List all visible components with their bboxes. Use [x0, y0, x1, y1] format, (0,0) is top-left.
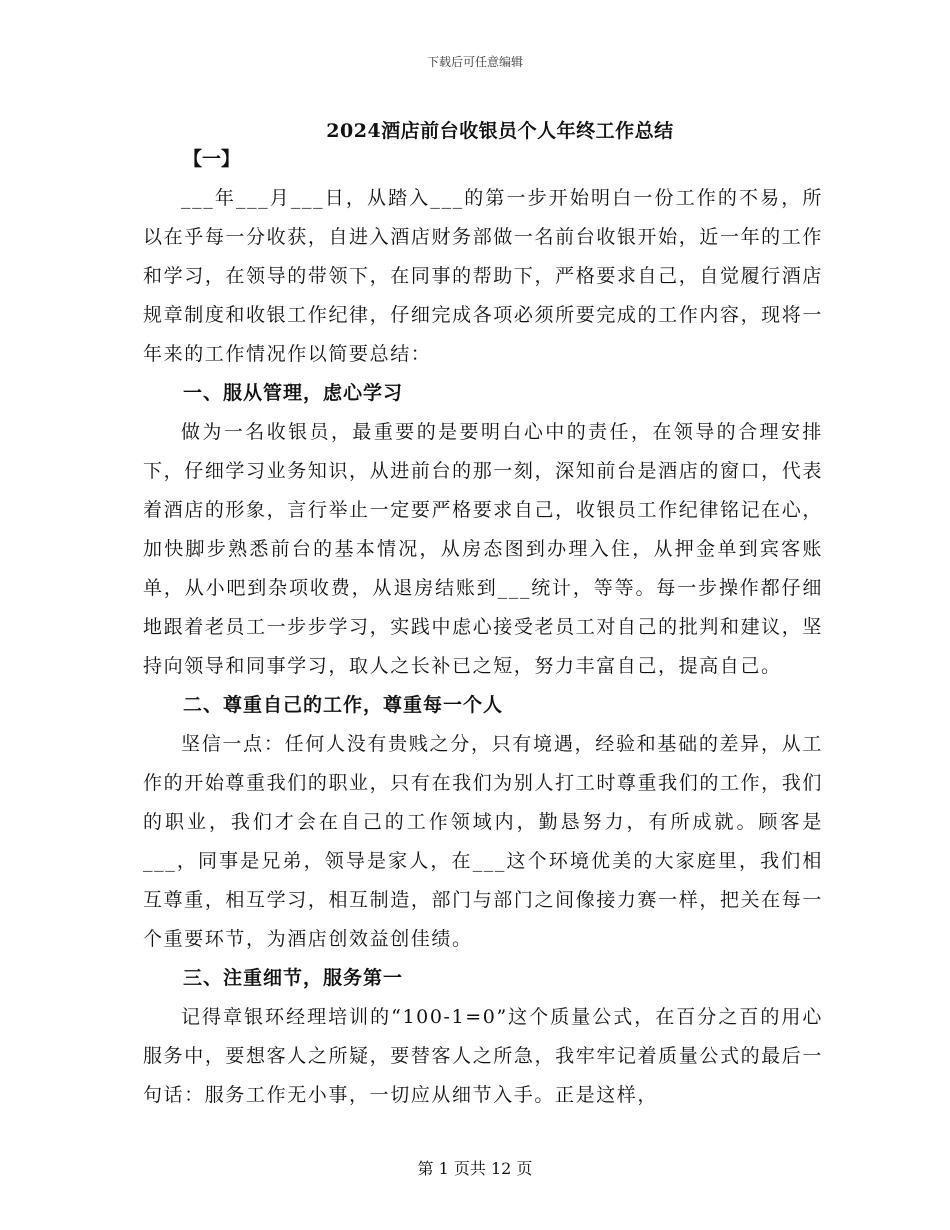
heading-3: 三、注重细节，服务第一	[183, 967, 404, 989]
document-body	[143, 140, 823, 1115]
section-marker: 【一】	[183, 148, 241, 170]
paragraph-intro: ___年___月___日，从踏入___的第一步开始明白一份工作的不易，所以在乎每一分收获，自进入酒店财务部做一名前台收银开始，近一年的工作和学习，在领导的带领下，在同事的帮助下，严格要求自己，自觉履行酒店规章制度和收银工作纪律，仔细完成各项必须所要完成的工作内容，现将一年来的工作情况作以简要总结：	[143, 187, 823, 365]
page-number-footer: 第 1 页共 12 页	[417, 1159, 533, 1178]
header-note: 下载后可任意编辑	[426, 55, 523, 69]
paragraph-1: 做为一名收银员，最重要的是要明白心中的责任，在领导的合理安排下，仔细学习业务知识，从进前台的那一刻，深知前台是酒店的窗口，代表着酒店的形象，言行举止一定要严格要求自己，收银员工作纪律铭记在心，加快脚步熟悉前台的基本情况，从房态图到办理入住，从押金单到宾客账单，从小吧到杂项收费，从退房结账到___统计，等等。每一步操作都仔细地跟着老员工一步步学习，实践中虑心接受老员工对自己的批判和建议，坚持向领导和同事学习，取人之长补已之短，努力丰富自己，提高自己。	[143, 421, 823, 677]
heading-1: 一、服从管理，虑心学习	[183, 382, 404, 404]
document-title: 2024酒店前台收银员个人年终工作总结	[326, 120, 674, 142]
heading-2: 二、尊重自己的工作，尊重每一个人	[183, 694, 504, 716]
paragraph-2: 坚信一点：任何人没有贵贱之分，只有境遇，经验和基础的差异，从工作的开始尊重我们的职业，只有在我们为别人打工时尊重我们的工作，我们的职业，我们才会在自己的工作领域内，勤恳努力，有所成就。顾客是___，同事是兄弟，领导是家人，在___这个环境优美的大家庭里，我们相互尊重，相互学习，相互制造，部门与部门之间像接力赛一样，把关在每一个重要环节，为酒店创效益创佳绩。	[143, 733, 823, 950]
paragraph-3: 记得章银环经理培训的“100-1=0”这个质量公式，在百分之百的用心服务中，要想客人之所疑，要替客人之所急，我牢牢记着质量公式的最后一句话：服务工作无小事，一切应从细节入手。正是这样，	[143, 1006, 823, 1106]
